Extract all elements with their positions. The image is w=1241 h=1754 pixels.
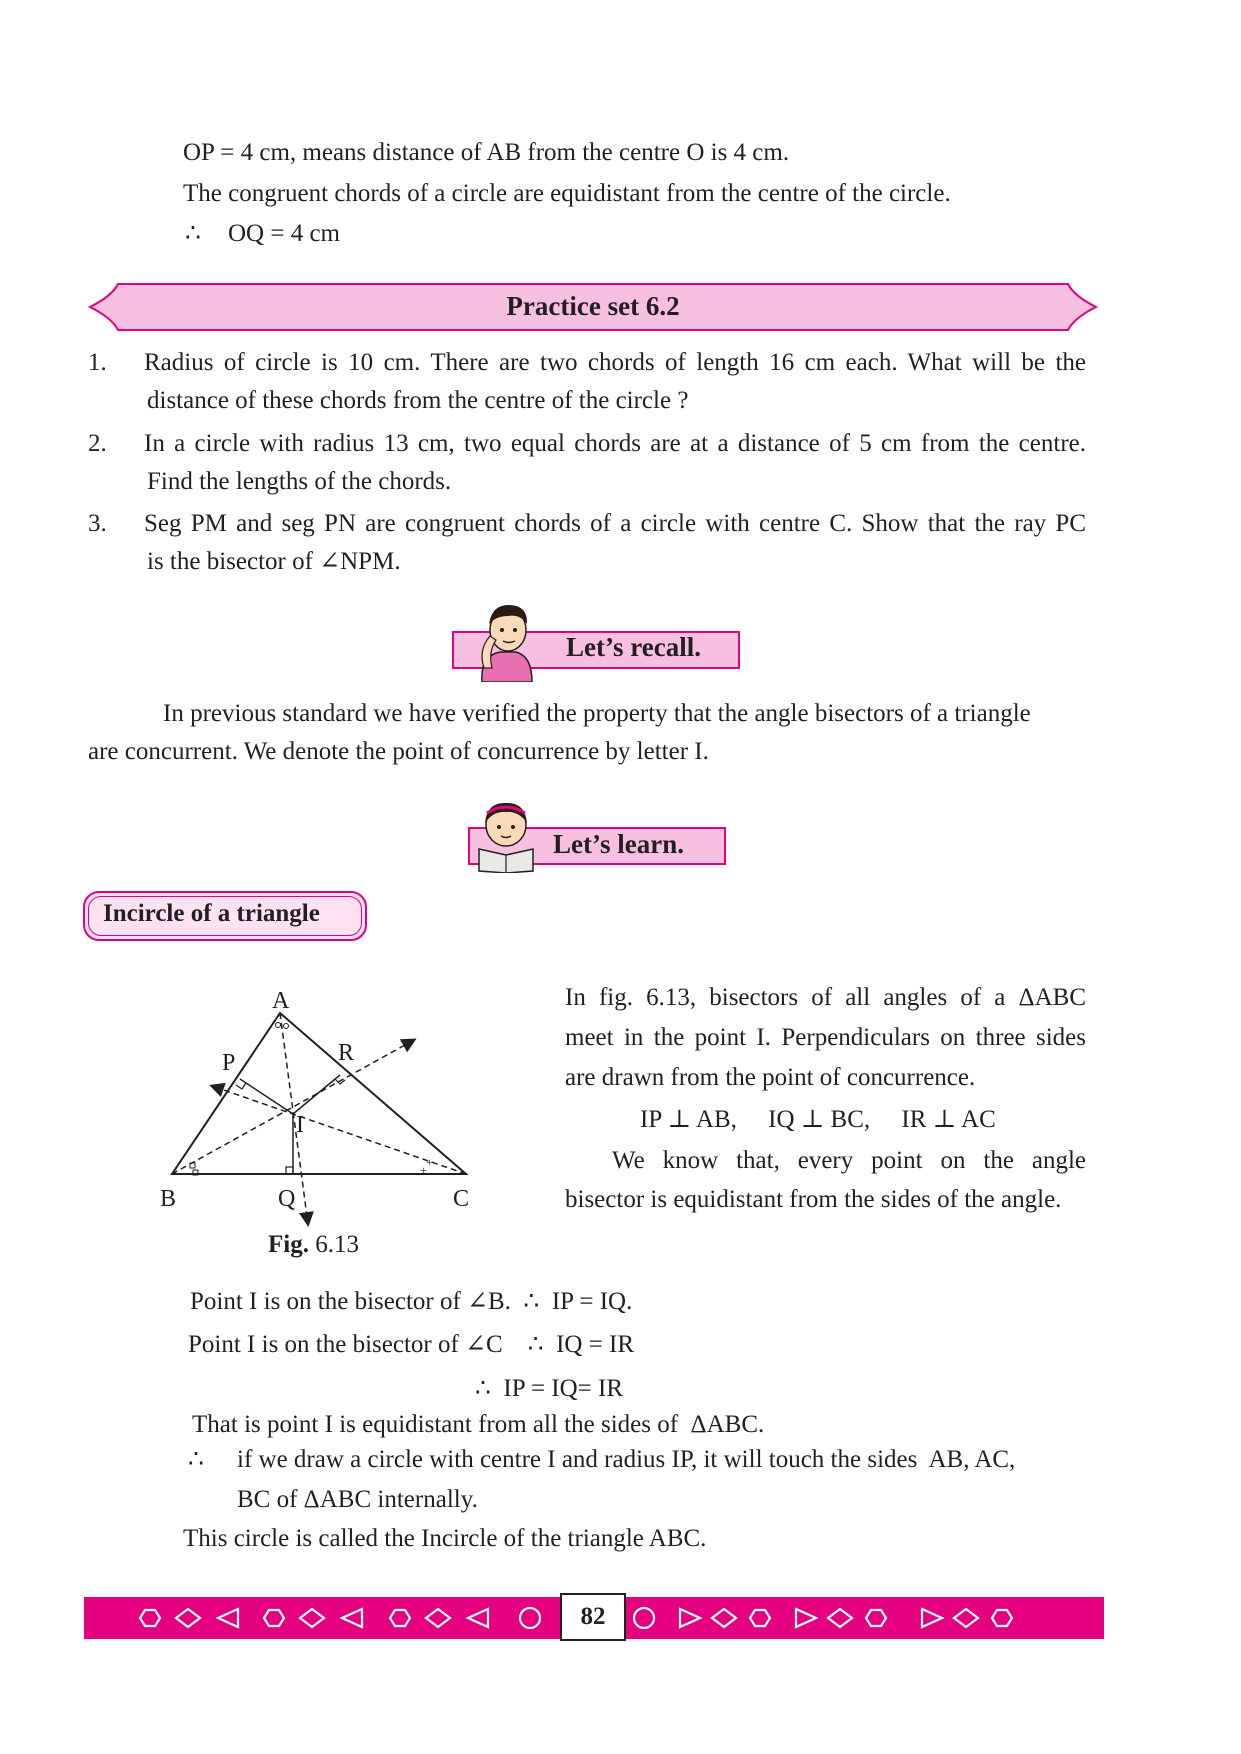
know-line-2: bisector is equidistant from the sides of the angle. [565, 1186, 1062, 1213]
problem-3-line-2: is the bisector of ∠NPM. [147, 548, 401, 575]
svg-text:+: + [420, 1163, 427, 1177]
svg-text:+: + [426, 1155, 433, 1169]
proof-line-2: Point I is on the bisector of ∠C ∴ IQ = IR [188, 1331, 635, 1358]
problem-1-number: 1. [88, 349, 107, 376]
label-p: P [222, 1050, 236, 1076]
problem-2-number: 2. [88, 430, 107, 457]
recall-para-line-2: are concurrent. We denote the point of concurrence by letter I. [88, 738, 709, 765]
label-b: B [160, 1186, 177, 1212]
lets-learn-label: Let’s learn. [553, 829, 684, 859]
perpendicular-ir [293, 1075, 340, 1114]
proof-line-1: Point I is on the bisector of ∠B. ∴ IP = IQ. [190, 1288, 633, 1315]
problem-3-number: 3. [88, 510, 107, 537]
intro-therefore-symbol: ∴ [185, 220, 201, 247]
label-q: Q [278, 1186, 296, 1212]
proof-line-4: That is point I is equidistant from all the sides of ΔABC. [192, 1411, 765, 1438]
perpendicular-statement: IP ⊥ AB, IQ ⊥ BC, IR ⊥ AC [640, 1106, 996, 1133]
side-text-line-1: In fig. 6.13, bisectors of all angles of a ΔABC [565, 984, 1086, 1011]
proof-line-6: BC of ΔABC internally. [237, 1486, 478, 1513]
thinking-boy-icon [470, 598, 542, 682]
recall-para-line-1: In previous standard we have verified the property that the angle bisectors of a triangle [163, 700, 1031, 727]
proof-line-5: if we draw a circle with centre I and radius IP, it will touch the sides AB, AC, [237, 1446, 1016, 1473]
problem-1-line-1: Radius of circle is 10 cm. There are two chords of length 16 cm each. What will be the [144, 349, 1086, 376]
intro-line-2: The congruent chords of a circle are equidistant from the centre of the circle. [183, 180, 951, 207]
lets-recall-label: Let’s recall. [566, 632, 701, 662]
practice-set-title: Practice set 6.2 [506, 291, 680, 321]
problem-1-line-2: distance of these chords from the centre of the circle ? [147, 387, 689, 414]
proof-line-3: ∴ IP = IQ= IR [475, 1375, 624, 1402]
label-i: I [296, 1112, 304, 1138]
right-angle-mark-p [236, 1083, 246, 1089]
label-r: R [338, 1040, 355, 1066]
side-text-line-3: are drawn from the point of concurrence. [565, 1064, 976, 1091]
intro-line-1: OP = 4 cm, means distance of AB from the centre O is 4 cm. [183, 139, 790, 166]
proof-therefore-symbol: ∴ [188, 1446, 204, 1473]
proof-line-7: This circle is called the Incircle of the triangle ABC. [183, 1525, 707, 1552]
reading-girl-icon [473, 799, 539, 873]
figure-6-13 [150, 980, 490, 1260]
perpendicular-ip [240, 1079, 293, 1114]
label-c: C [453, 1186, 470, 1212]
label-a: A [272, 988, 290, 1014]
figure-caption-bold: Fig. [268, 1231, 309, 1258]
problem-3-line-1: Seg PM and seg PN are congruent chords of a circle with centre C. Show that the ray PC [144, 510, 1086, 537]
problem-2-line-1: In a circle with radius 13 cm, two equal chords are at a distance of 5 cm from the centre. [144, 430, 1086, 457]
side-text-line-2: meet in the point I. Perpendiculars on three sides [565, 1024, 1086, 1051]
figure-caption-number: 6.13 [315, 1231, 359, 1258]
right-angle-mark-q [286, 1167, 293, 1174]
intro-line-3: OQ = 4 cm [228, 220, 340, 247]
page-number: 82 [560, 1593, 626, 1641]
know-line-1: We know that, every point on the angle [612, 1147, 1086, 1174]
figure-caption [268, 1226, 359, 1264]
incircle-heading: Incircle of a triangle [103, 900, 320, 927]
problem-2-line-2: Find the lengths of the chords. [147, 468, 452, 495]
